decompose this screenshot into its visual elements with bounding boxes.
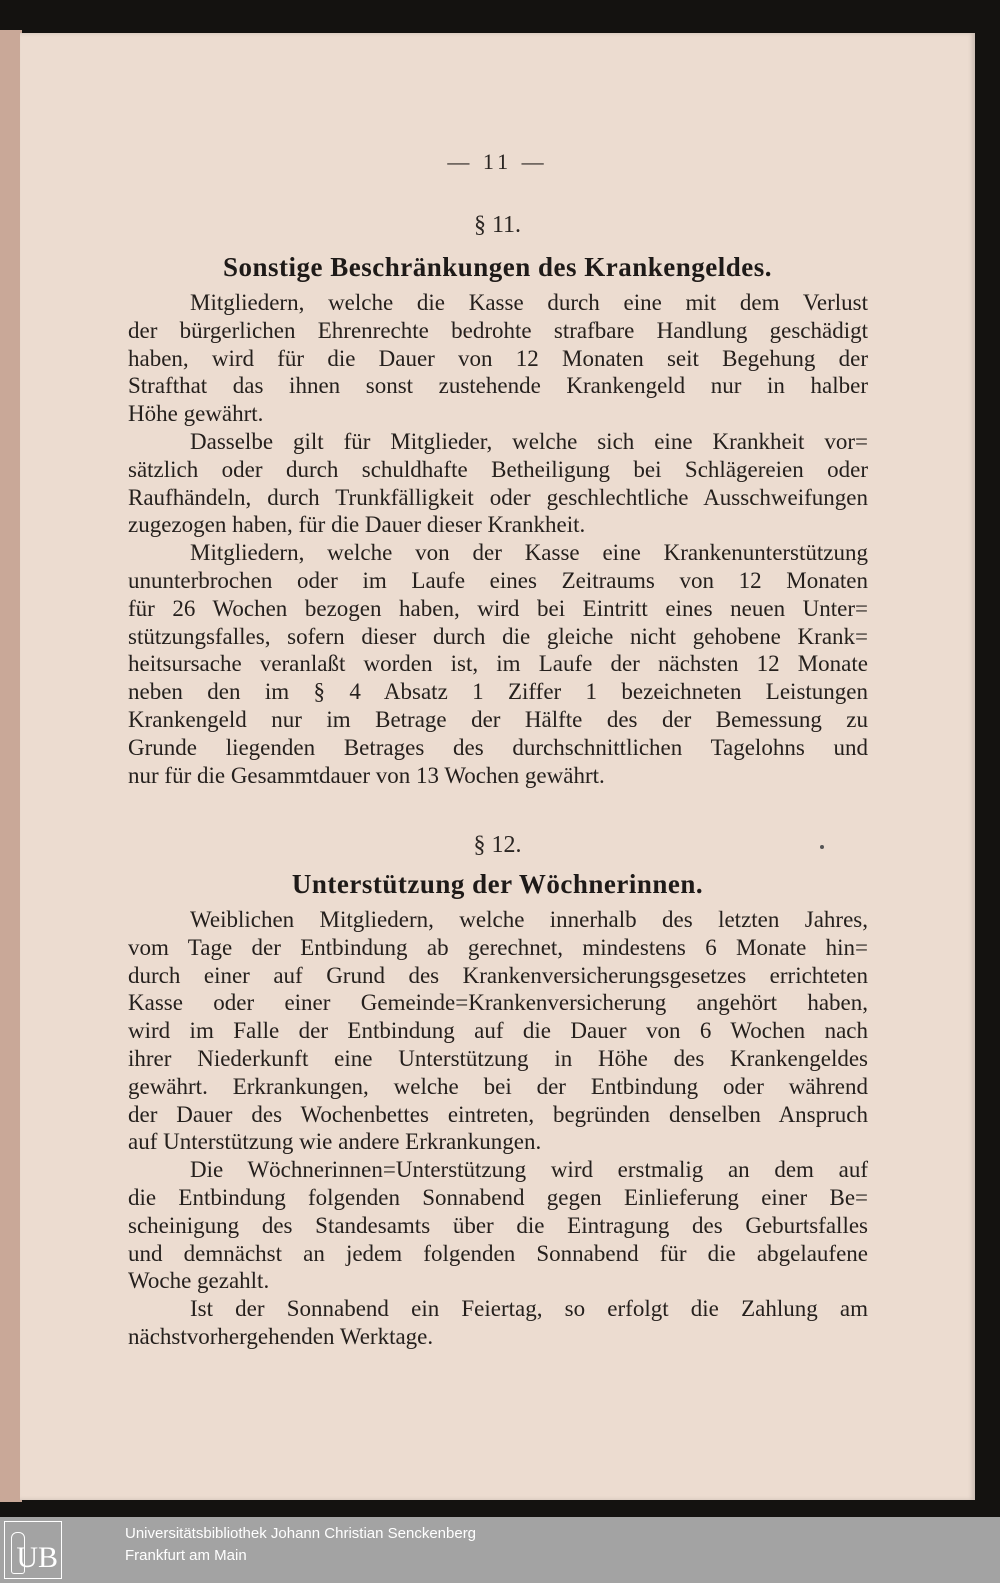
text-line-content: Woche gezahlt. (128, 1268, 270, 1294)
text-line (128, 989, 868, 1017)
text-line (128, 1240, 868, 1268)
text-line-content: ununterbrochen oder im Laufe eines Zeitraums von 12 Monaten (128, 567, 868, 593)
text-line-content: Krankengeld nur im Betrage der Hälfte des der Bemessung zu (128, 706, 868, 732)
text-line-content: sätzlich oder durch schuldhafte Betheiligung bei Schlägereien oder (128, 456, 868, 482)
text-line (128, 372, 868, 400)
text-line (128, 595, 868, 623)
text-line-content: der Dauer des Wochenbettes eintreten, begründen denselben Anspruch (128, 1101, 868, 1127)
text-line-content: Mitgliedern, welche von der Kasse eine Krankenunterstützung (190, 540, 868, 566)
text-line-content: für 26 Wochen bezogen haben, wird bei Eintritt eines neuen Unter= (128, 595, 868, 621)
text-line-content: scheinigung des Standesamts über die Eintragung des Geburtsfalles (128, 1212, 868, 1238)
text-line-content: vom Tage der Entbindung ab gerechnet, mindestens 6 Monate hin= (128, 934, 868, 960)
text-line-content: die Entbindung folgenden Sonnabend gegen Einlieferung einer Be= (128, 1184, 868, 1210)
section-number-11: § 11. (473, 212, 522, 238)
text-line-content: Ist der Sonnabend ein Feiertag, so erfolgt die Zahlung am (190, 1296, 868, 1322)
text-line (128, 1156, 868, 1184)
text-line (128, 906, 868, 934)
text-line (128, 289, 868, 317)
adjacent-page-edge (0, 30, 22, 1502)
text-line (128, 567, 868, 595)
library-city: Frankfurt am Main (125, 1547, 247, 1564)
section-heading-11: Sonstige Beschränkungen des Krankengeldes. (222, 252, 773, 282)
text-line-content: Höhe gewährt. (128, 401, 264, 427)
text-line-content: nächstvorhergehenden Werktage. (128, 1323, 434, 1349)
text-line-content: wird im Falle der Entbindung auf die Dauer von 6 Wochen nach (128, 1018, 868, 1044)
text-line (128, 762, 868, 790)
document-page (20, 33, 975, 1500)
text-line (128, 511, 868, 539)
text-line-content: Grunde liegenden Betrages des durchschnittlichen Tagelohns und (128, 734, 868, 760)
ub-logo (4, 1521, 62, 1579)
text-line-content: Die Wöchnerinnen=Unterstützung wird erstmalig an dem auf (190, 1157, 868, 1183)
text-line-content: Raufhändeln, durch Trunkfälligkeit oder geschlechtliche Ausschweifungen (128, 484, 868, 510)
text-line-content: neben den im § 4 Absatz 1 Ziffer 1 bezeichneten Leistungen (128, 679, 868, 705)
section-number-12: § 12. (473, 832, 522, 858)
text-line (128, 678, 868, 706)
text-line-content: der bürgerlichen Ehrenrechte bedrohte strafbare Handlung geschädigt (128, 317, 868, 343)
text-line (128, 1045, 868, 1073)
text-line (128, 428, 868, 456)
text-line (128, 1101, 868, 1129)
text-line-content: Kasse oder einer Gemeinde=Krankenversicherung angehört haben, (128, 990, 868, 1016)
text-line-content: haben, wird für die Dauer von 12 Monaten seit Begehung der (128, 345, 868, 371)
text-line (128, 1295, 868, 1323)
library-footer (0, 1517, 1000, 1583)
text-line (128, 539, 868, 567)
library-name: Universitätsbibliothek Johann Christian Senckenberg (125, 1525, 477, 1542)
text-line-content: zugezogen haben, für die Dauer dieser Krankheit. (128, 512, 586, 538)
text-line (128, 1184, 868, 1212)
page-number: — 11 — (447, 149, 548, 174)
text-line (128, 962, 868, 990)
logo-text: UB (16, 1541, 58, 1574)
text-line (128, 1073, 868, 1101)
text-line (128, 317, 868, 345)
text-line (128, 706, 868, 734)
text-line (128, 1017, 868, 1045)
text-line (128, 1212, 868, 1240)
text-line-content: Mitgliedern, welche die Kasse durch eine mit dem Verlust (190, 290, 868, 315)
text-line-content: ihrer Niederkunft eine Unterstützung in Höhe des Krankengeldes (128, 1045, 868, 1071)
ink-speck (820, 845, 824, 849)
section-heading-12: Unterstützung der Wöchnerinnen. (291, 869, 704, 899)
section-body-11 (128, 289, 868, 789)
section-body-12 (128, 906, 868, 1351)
text-line (128, 345, 868, 373)
text-line-content: Strafthat das ihnen sonst zustehende Krankengeld nur in halber (128, 373, 868, 399)
text-line-content: nur für die Gesammtdauer von 13 Wochen gewährt. (128, 762, 605, 788)
text-line-content: stützungsfalles, sofern dieser durch die gleiche nicht gehobene Krank= (128, 623, 868, 649)
text-line-content: heitsursache veranlaßt worden ist, im Laufe der nächsten 12 Monate (128, 651, 868, 677)
text-line-content: Dasselbe gilt für Mitglieder, welche sich eine Krankheit vor= (190, 428, 868, 454)
text-line-content: auf Unterstützung wie andere Erkrankungen. (128, 1129, 542, 1155)
text-line-content: und demnächst an jedem folgenden Sonnabend für die abgelaufene (128, 1240, 868, 1266)
text-line-content: gewährt. Erkrankungen, welche bei der Entbindung oder während (128, 1073, 868, 1099)
text-line (128, 456, 868, 484)
text-line (128, 934, 868, 962)
text-line (128, 734, 868, 762)
text-line (128, 400, 868, 428)
text-line (128, 623, 868, 651)
text-line (128, 650, 868, 678)
text-line-content: Weiblichen Mitgliedern, welche innerhalb des letzten Jahres, (190, 907, 868, 932)
text-line (128, 1267, 868, 1295)
text-line (128, 1128, 868, 1156)
text-line (128, 1323, 868, 1351)
text-line-content: durch einer auf Grund des Krankenversicherungsgesetzes errichteten (128, 962, 868, 988)
text-line (128, 484, 868, 512)
